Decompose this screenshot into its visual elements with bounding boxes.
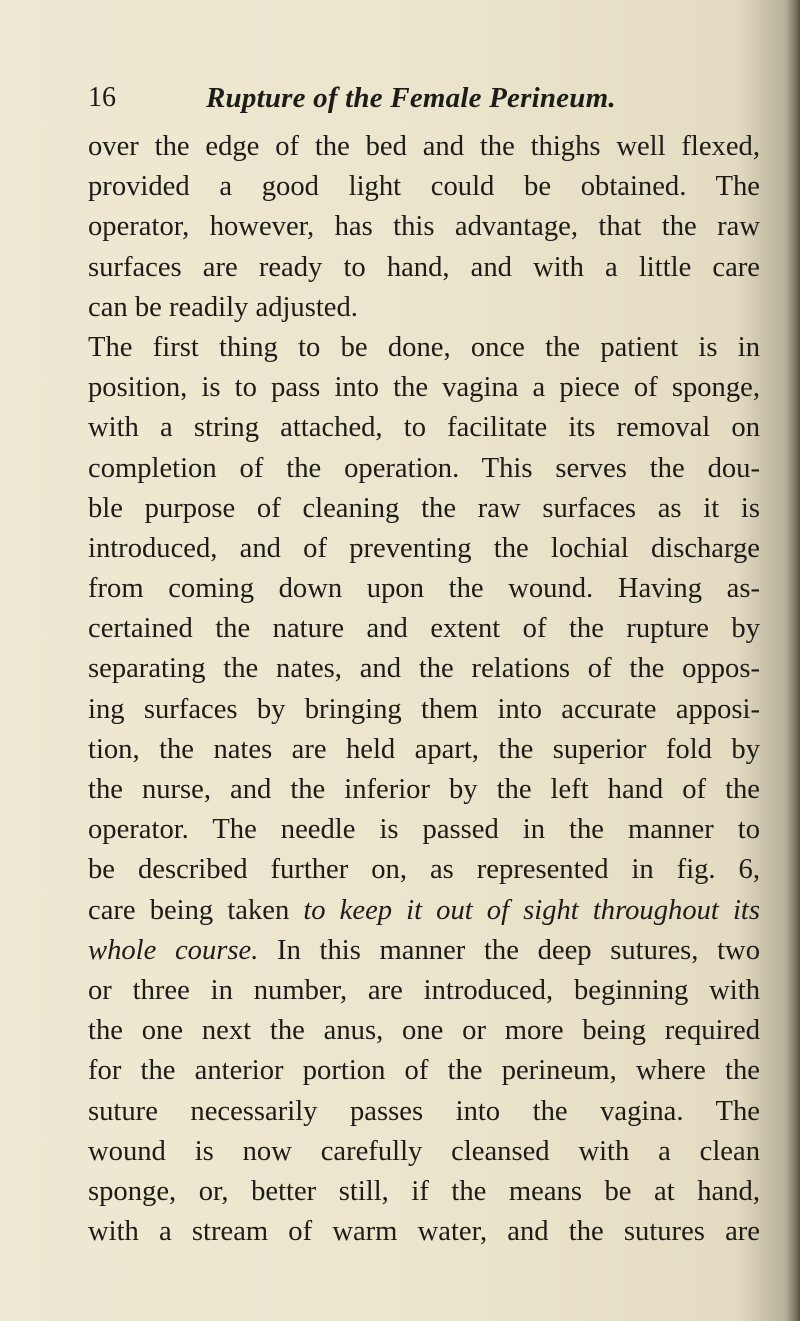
text-line: be described further on, as represented in fig. 6, <box>88 854 760 886</box>
running-title: Rupture of the Female Perineum. <box>206 82 616 114</box>
page-header <box>88 78 768 118</box>
text-line: for the anterior portion of the perineum, where the <box>88 1055 760 1087</box>
text-line: introduced, and of preventing the lochial discharge <box>88 532 760 564</box>
text-line: provided a good light could be obtained. The <box>88 171 760 203</box>
text-line: over the edge of the bed and the thighs well flexed, <box>88 131 760 162</box>
emphasis-text: to keep it out of sight throughout its <box>303 894 760 926</box>
text-line: completion of the operation. This serves the dou- <box>88 452 760 484</box>
text-line: ble purpose of cleaning the raw surfaces as it is <box>88 492 760 524</box>
body-text <box>88 127 760 1252</box>
text-line: with a string attached, to facilitate its removal on <box>88 412 760 444</box>
text-line-mixed <box>88 891 760 931</box>
text-run: care being taken <box>88 894 304 926</box>
text-line: sponge, or, better still, if the means be at hand, <box>88 1175 760 1207</box>
text-line: operator. The needle is passed in the manner to <box>88 814 760 846</box>
text-run: In this manner the deep sutures, two <box>258 934 760 966</box>
text-line: The first thing to be done, once the patient is in <box>88 331 760 363</box>
page-number: 16 <box>88 82 116 113</box>
text-line: wound is now carefully cleansed with a clean <box>88 1135 760 1167</box>
text-line: from coming down upon the wound. Having as- <box>88 573 760 605</box>
text-line: the one next the anus, one or more being required <box>88 1015 760 1047</box>
text-line: ing surfaces by bringing them into accurate apposi- <box>88 693 760 725</box>
text-line: with a stream of warm water, and the sutures are <box>88 1216 760 1248</box>
text-line: can be readily adjusted. <box>88 291 358 323</box>
text-line: position, is to pass into the vagina a piece of sponge, <box>88 372 760 404</box>
text-line: separating the nates, and the relations of the oppos- <box>88 653 760 685</box>
text-line: operator, however, has this advantage, that the raw <box>88 211 760 243</box>
text-line: certained the nature and extent of the rupture by <box>88 613 760 645</box>
page-edge-shadow <box>786 0 800 1321</box>
text-line: tion, the nates are held apart, the superior fold by <box>88 733 760 765</box>
text-line: suture necessarily passes into the vagina. The <box>88 1095 760 1127</box>
text-line: surfaces are ready to hand, and with a little care <box>88 251 760 283</box>
text-line-mixed <box>88 931 760 971</box>
text-line: or three in number, are introduced, beginning with <box>88 974 760 1006</box>
text-line: the nurse, and the inferior by the left hand of the <box>88 774 760 805</box>
emphasis-text: whole course. <box>88 934 259 966</box>
